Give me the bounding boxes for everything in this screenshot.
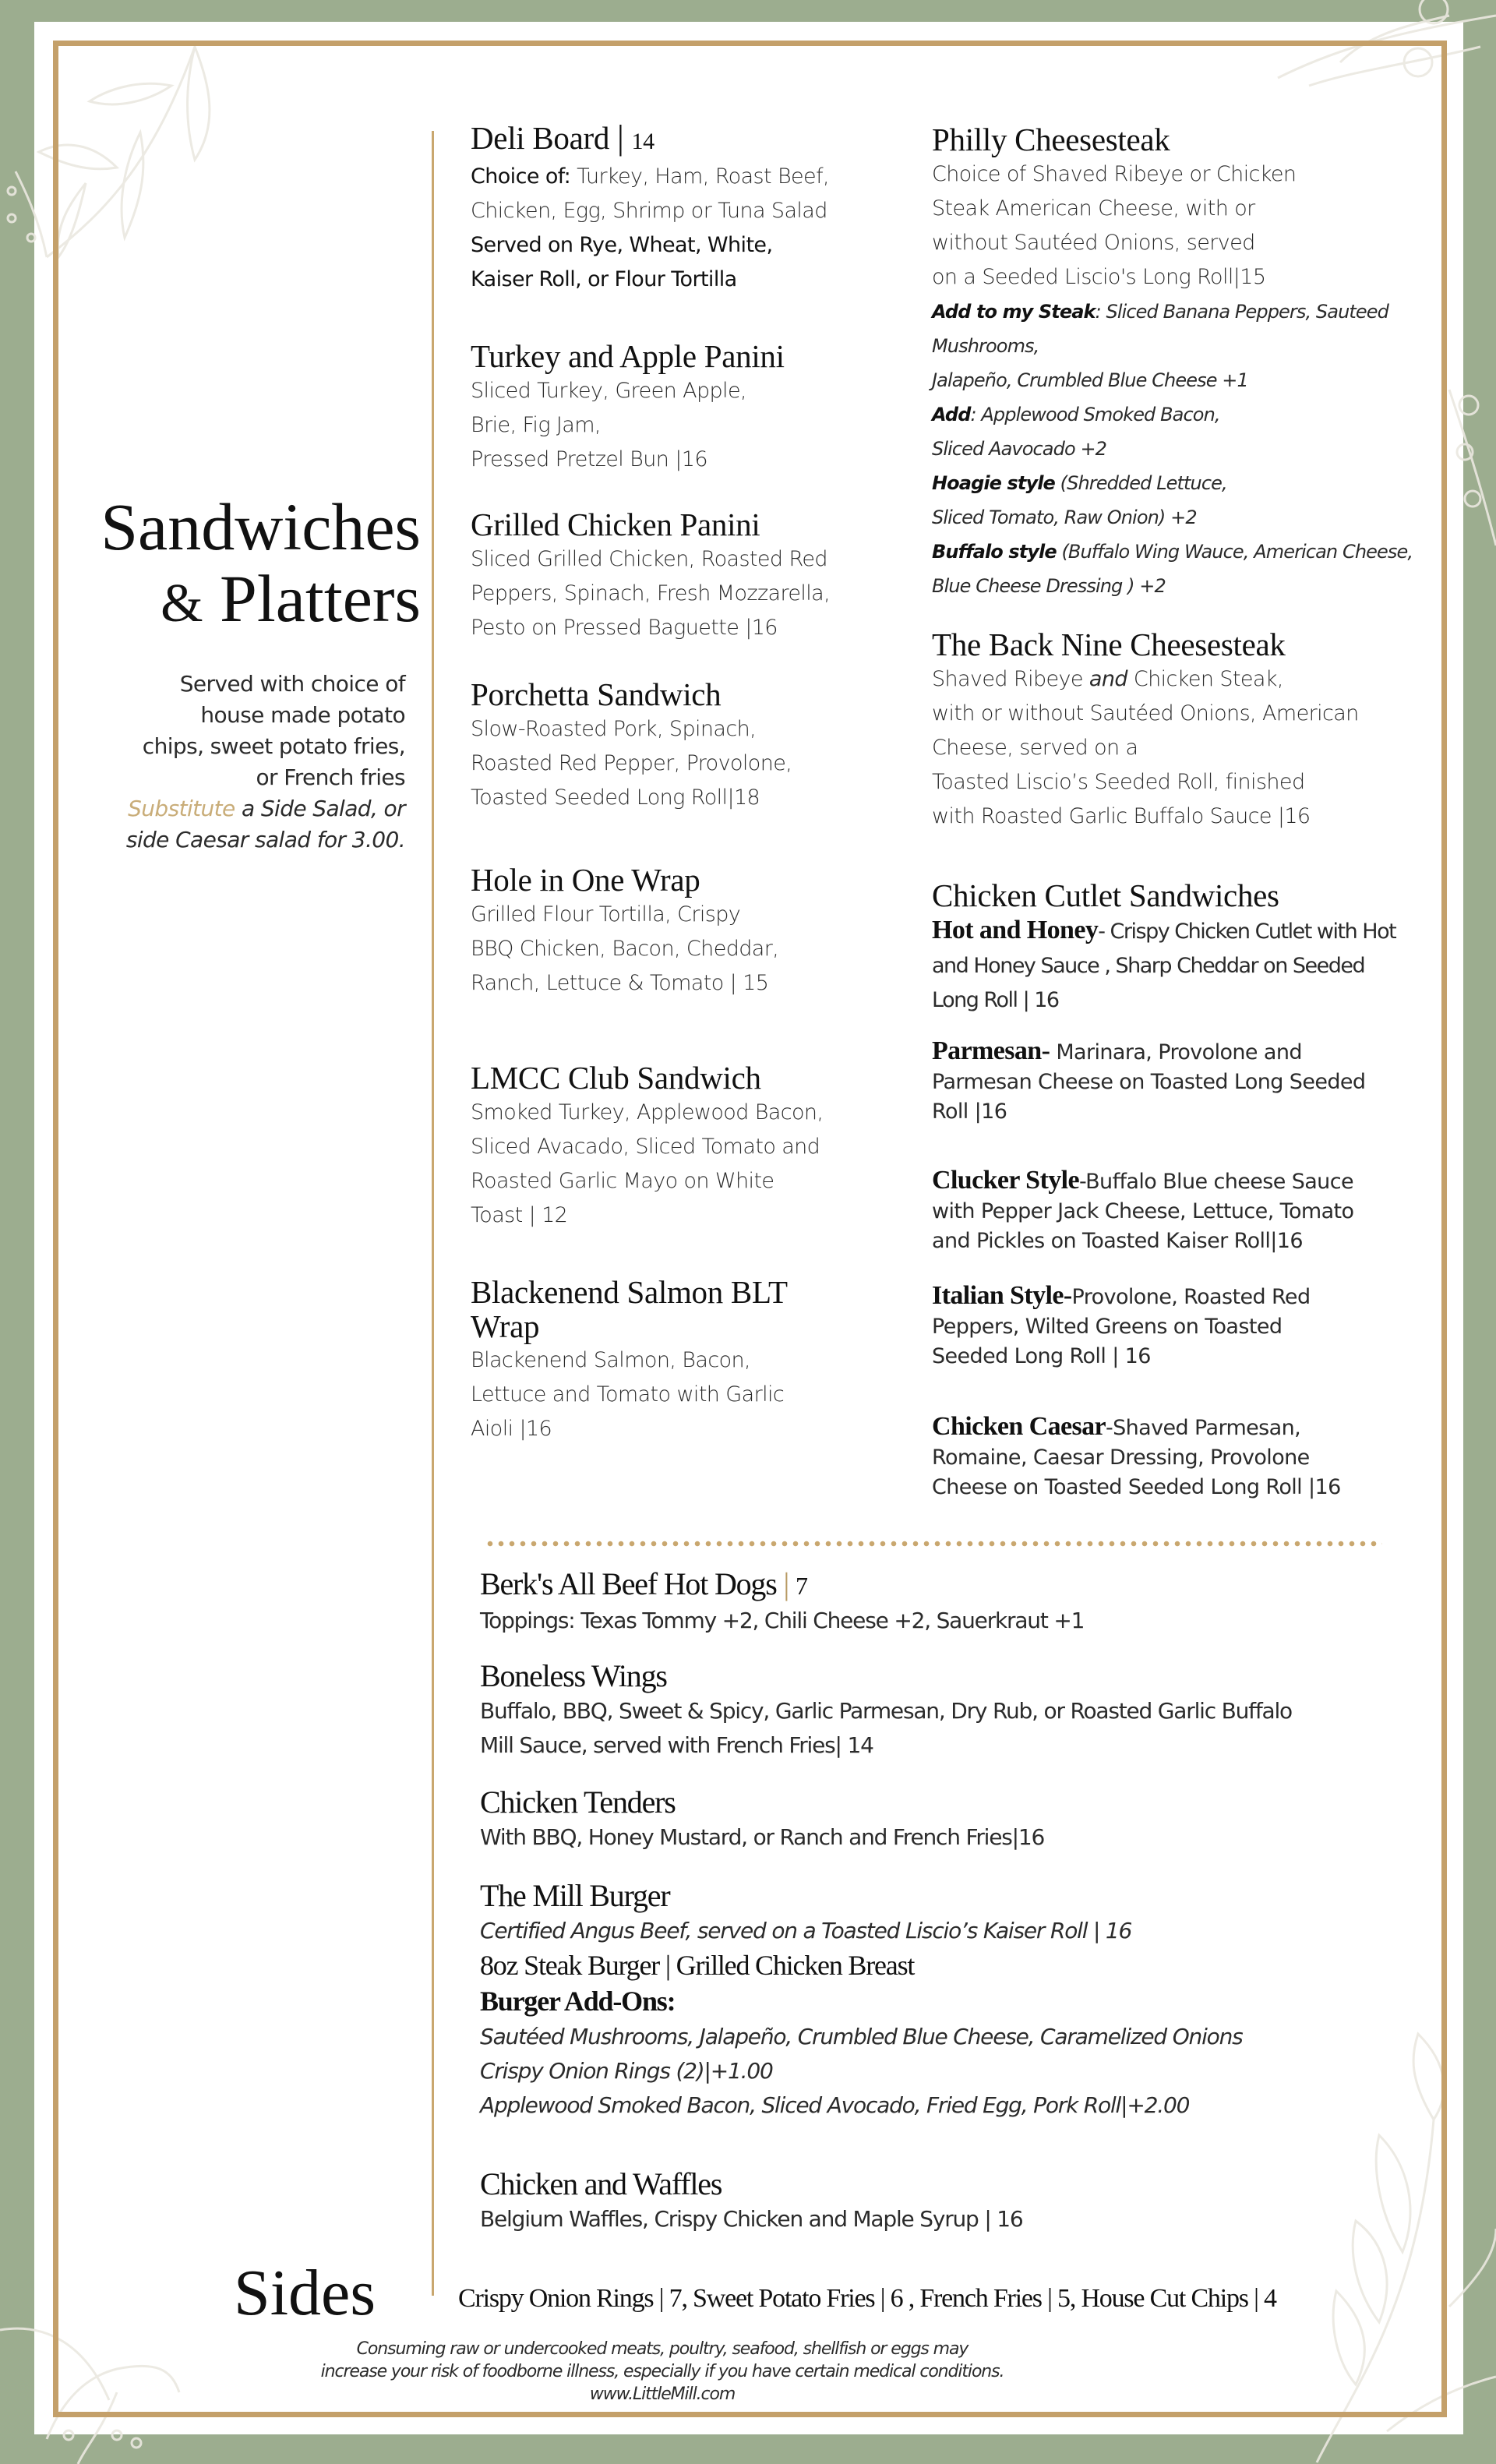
menu-item-salmon-blt-wrap: Blackenend Salmon BLT Wrap Blackenend Salmon, Bacon, Lettuce and Tomato with Garlic Aioli |16: [471, 1274, 788, 1441]
menu-item-deli-board: Deli Board | 14 Choice of: Turkey, Ham, Roast Beef, Chicken, Egg, Shrimp or Tuna Salad Served on Rye, Wheat, White, Kaiser Roll, or Flour Tortilla: [471, 120, 907, 297]
hot-and-honey-option: Hot and Honey- Crispy Chicken Cutlet with Hot: [932, 916, 1396, 944]
menu-item-hot-dogs: Berk's All Beef Hot Dogs | 7 Toppings: Texas Tommy +2, Chili Cheese +2, Sauerkraut +1: [480, 1566, 1085, 1633]
disclaimer-line2: increase your risk of foodborne illness, especially if you have certain medical conditions.: [320, 2362, 1004, 2381]
hoagie-style-option: Hoagie style (Shredded Lettuce,: [932, 472, 1227, 494]
sides-list: Crispy Onion Rings | 7, Sweet Potato Fries | 6 , French Fries | 5, House Cut Chips | 4: [458, 2284, 1276, 2313]
cutlet-parmesan-option: Parmesan- Marinara, Provolone and Parmesan Cheese on Toasted Long Seeded Roll |16: [932, 1036, 1366, 1124]
sides-title: Sides: [234, 2257, 376, 2329]
menu-item-back-nine-cheesesteak: The Back Nine Cheesesteak Shaved Ribeye and Chicken Steak, with or without Sautéed Onions, American Cheese, served on a Toasted Liscio’s Seeded Roll, finished with Roasted Garlic Buffalo Sauce |16: [932, 627, 1359, 828]
vertical-divider: [432, 131, 434, 2296]
section-title-line2: & Platters: [161, 561, 421, 636]
menu-item-mill-burger: The Mill Burger Certified Angus Beef, served on a Toasted Liscio’s Kaiser Roll | 16 8oz Steak Burger | Grilled Chicken Breast Burger Add-Ons: Sautéed Mushrooms, Jalapeño, Crumbled Blue Cheese, Caramelized Onions Crispy Onion Rings (2)|+1.00 Applewood Smoked Bacon, Sliced Avocado, Fried Egg, Pork Roll|+2.00: [480, 1878, 1243, 2118]
cutlet-italian-style-option: Italian Style-Provolone, Roasted Red Peppers, Wilted Greens on Toasted Seeded Long Roll | 16: [932, 1281, 1311, 1368]
footer: [203, 2338, 1122, 2406]
menu-item-turkey-apple-panini: Turkey and Apple Panini Sliced Turkey, Green Apple, Brie, Fig Jam, Pressed Pretzel Bun |16: [471, 338, 785, 471]
menu-item-chicken-cutlet-sandwiches: Chicken Cutlet Sandwiches Hot and Honey- Crispy Chicken Cutlet with Hot and Honey Sauce , Sharp Cheddar on Seeded Long Roll | 16: [932, 877, 1431, 1018]
menu-item-boneless-wings: Boneless Wings Buffalo, BBQ, Sweet & Spicy, Garlic Parmesan, Dry Rub, or Roasted Garlic Buffalo Mill Sauce, served with French Fries| 14: [480, 1658, 1292, 1758]
menu-item-lmcc-club: LMCC Club Sandwich Smoked Turkey, Applewood Bacon, Sliced Avacado, Sliced Tomato and Roasted Garlic Mayo on White Toast | 12: [471, 1060, 824, 1227]
burger-addons-label: Burger Add-Ons:: [480, 1986, 676, 2017]
section-header: [78, 491, 421, 640]
item-title: Deli Board | 14: [471, 118, 654, 157]
add-option: Add: Applewood Smoked Bacon,: [932, 404, 1220, 425]
menu-item-chicken-tenders: Chicken Tenders With BBQ, Honey Mustard, or Ranch and French Fries|16: [480, 1784, 1045, 1850]
burger-options: 8oz Steak Burger | Grilled Chicken Breast: [480, 1950, 915, 1981]
substitute-note: Substitute a Side Salad, or: [128, 796, 405, 821]
menu-item-grilled-chicken-panini: Grilled Chicken Panini Sliced Grilled Chicken, Roasted Red Peppers, Spinach, Fresh Mozzarella, Pesto on Pressed Baguette |16: [471, 507, 831, 640]
dotted-separator: [485, 1540, 1382, 1548]
cutlet-chicken-caesar-option: Chicken Caesar-Shaved Parmesan, Romaine, Caesar Dressing, Provolone Cheese on Toasted Seeded Long Roll |16: [932, 1412, 1341, 1499]
menu-item-philly-cheesesteak: Philly Cheesesteak Choice of Shaved Ribeye or Chicken Steak American Cheese, with or without Sautéed Onions, served on a Seeded Liscio's Long Roll|15 Add to my Steak: Sliced Banana Peppers, Sauteed Mushrooms, Jalapeño, Crumbled Blue Cheese +1 Add: Applewood Smoked Bacon, Sliced Aavocado +2 Hoagie style (Shredded Lettuce, Sliced Tomato, Raw Onion) +2 Buffalo style (Buffalo Wing Wauce, American Cheese, Blue Cheese Dressing ) +2: [932, 122, 1431, 603]
buffalo-style-option: Buffalo style (Buffalo Wing Wauce, American Cheese,: [932, 541, 1413, 563]
menu-item-chicken-waffles: Chicken and Waffles Belgium Waffles, Crispy Chicken and Maple Syrup | 16: [480, 2166, 1023, 2232]
section-title-line1: Sandwiches: [101, 489, 421, 564]
menu-item-hole-in-one-wrap: Hole in One Wrap Grilled Flour Tortilla, Crispy BBQ Chicken, Bacon, Cheddar, Ranch, Lettuce & Tomato | 15: [471, 862, 779, 995]
website-link[interactable]: www.LittleMill.com: [589, 2385, 736, 2404]
add-to-steak-option: Add to my Steak: Sliced Banana Peppers, Sauteed: [932, 301, 1388, 323]
menu-item-porchetta-sandwich: Porchetta Sandwich Slow-Roasted Pork, Spinach, Roasted Red Pepper, Provolone, Toasted Seeded Long Roll|18: [471, 676, 792, 810]
section-intro: Served with choice of house made potato chips, sweet potato fries, or French fries Substitute a Side Salad, or side Caesar salad for 3.00.: [78, 669, 405, 856]
cutlet-clucker-style-option: Clucker Style-Buffalo Blue cheese Sauce with Pepper Jack Cheese, Lettuce, Tomato and Pickles on Toasted Kaiser Roll|16: [932, 1166, 1354, 1253]
disclaimer-line1: Consuming raw or undercooked meats, poultry, seafood, shellfish or eggs may: [356, 2339, 969, 2359]
